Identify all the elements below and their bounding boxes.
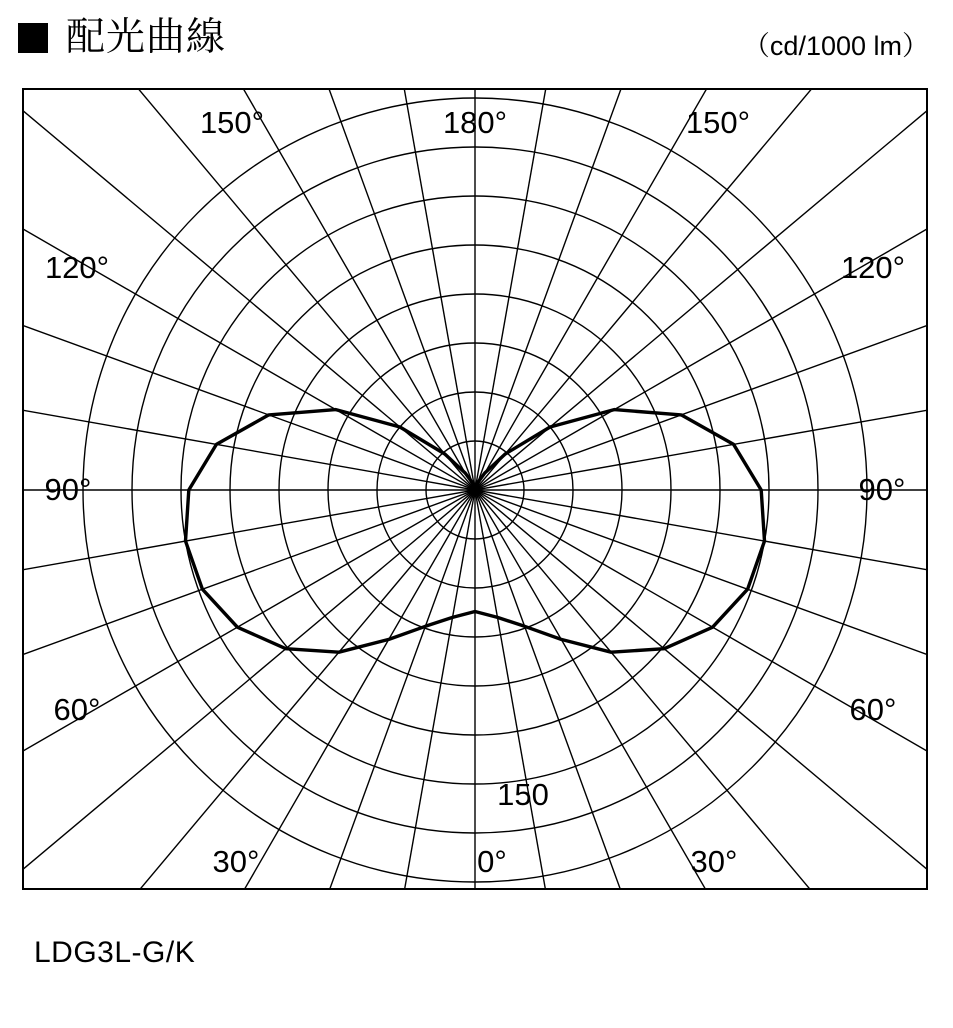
angle-label: 30° [212, 844, 260, 879]
angle-label: 150° [685, 105, 751, 140]
angle-label: 0° [477, 844, 507, 879]
model-label: LDG3L-G/K [34, 936, 196, 969]
unit-label: （cd/1000 lm） [742, 31, 929, 61]
angle-label: 150° [199, 105, 265, 140]
angle-label: 120° [44, 250, 110, 285]
angle-label: 90° [858, 472, 906, 507]
angle-label: 60° [849, 692, 897, 727]
angle-label: 60° [53, 692, 101, 727]
radial-tick-label: 150 [497, 777, 549, 812]
title-group [18, 18, 226, 57]
page-header [0, 0, 953, 86]
angle-label: 180° [442, 105, 508, 140]
polar-chart-frame [22, 88, 928, 890]
page-title: 配光曲線 [66, 16, 227, 59]
polar-chart [24, 90, 926, 888]
angle-label: 90° [44, 472, 92, 507]
angle-label: 120° [840, 250, 906, 285]
filled-square-icon [18, 23, 48, 53]
angle-label: 30° [690, 844, 738, 879]
